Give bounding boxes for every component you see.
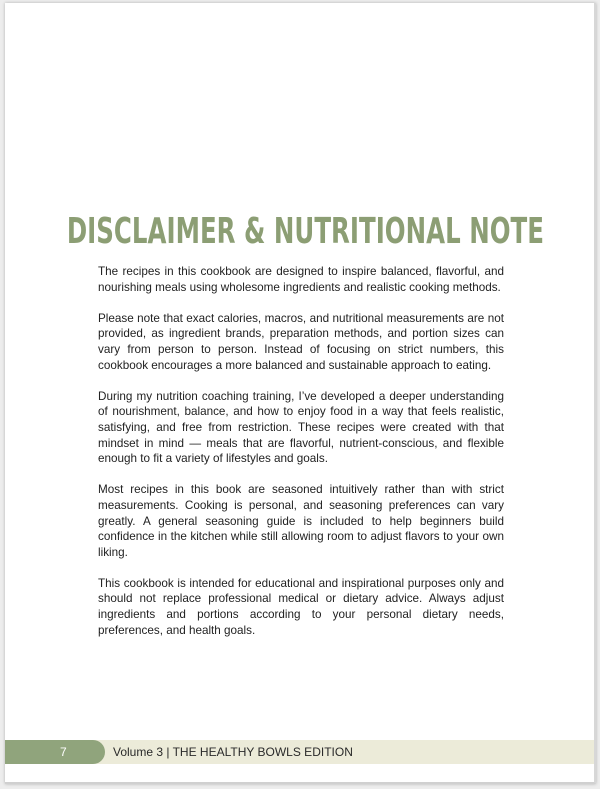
page-footer: [5, 740, 594, 764]
paragraph-measurements: Please note that exact calories, macros, and nutritional measurements are not provided, as ingredient brands, preparation methods, and portion sizes can vary from person to person. Instead of focusing on strict numbers, this cookbook encourages a more balanced and sustainable approach to eating.: [98, 311, 504, 372]
body-text: [98, 264, 504, 654]
footer-volume-label: Volume 3 | THE HEALTHY BOWLS EDITION: [113, 745, 353, 759]
paragraph-disclaimer: This cookbook is intended for educational and inspirational purposes only and should not replace professional medical or dietary advice. Always adjust ingredients and portions according to your personal dietary needs, preferences, and health goals.: [98, 576, 504, 637]
page-title: DISCLAIMER & NUTRITIONAL NOTE: [66, 211, 544, 253]
paragraph-coaching: During my nutrition coaching training, I’ve developed a deeper understanding of nourishment, balance, and how to enjoy food in a way that feels realistic, satisfying, and free from restriction. These recipes were created with that mindset in mind — meals that are flavorful, nutrient-conscious, and flexible enough to fit a variety of lifestyles and goals.: [98, 389, 504, 466]
paragraph-intro: The recipes in this cookbook are designed to inspire balanced, flavorful, and nourishing meals using wholesome ingredients and realistic cooking methods.: [98, 265, 504, 294]
document-page: [5, 3, 596, 784]
paragraph-seasoning: Most recipes in this book are seasoned intuitively rather than with strict measurements. Cooking is personal, and seasoning preferences can vary greatly. A general seasoning guide is included to help beginners build confidence in the kitchen while still allowing room to adjust flavors to your own liking.: [98, 483, 504, 559]
page-number-badge: 7: [5, 740, 105, 764]
